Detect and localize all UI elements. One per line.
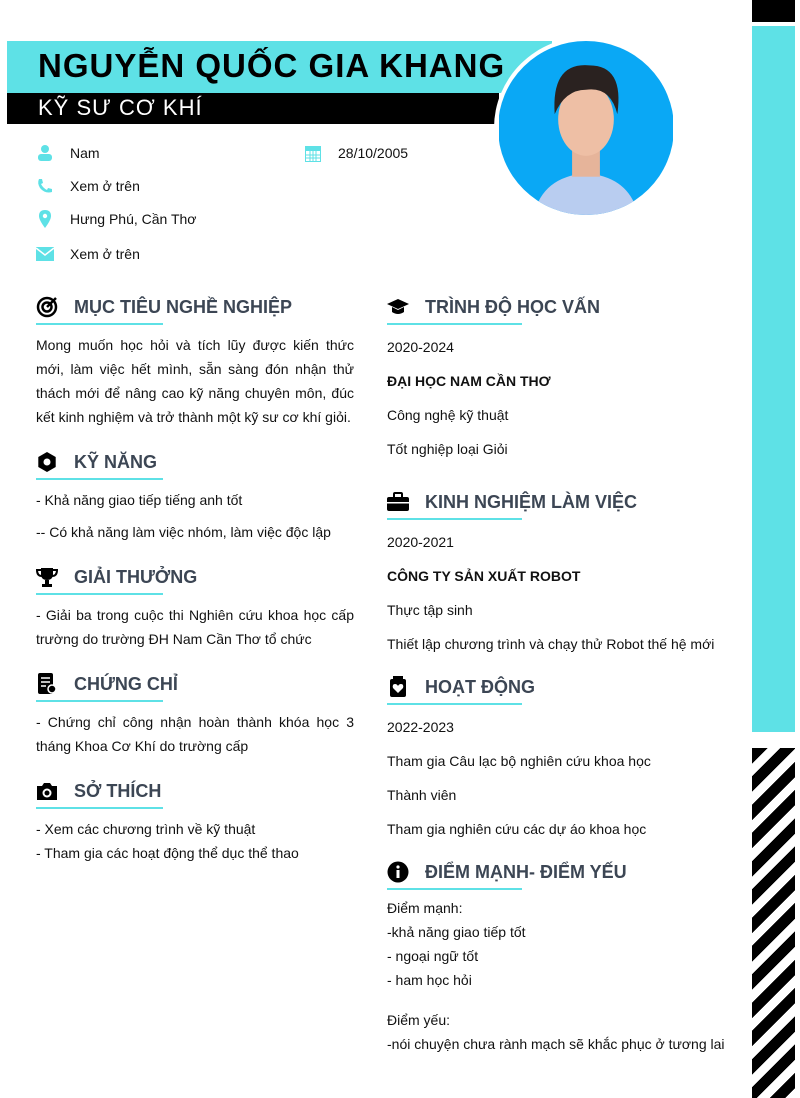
section-strengths-weaknesses: [387, 861, 725, 1056]
location-pin-icon: [36, 210, 54, 228]
skill-item: -- Có khả năng làm việc nhóm, làm việc độc lập: [36, 524, 331, 540]
section-heading: SỞ THÍCH: [74, 780, 162, 801]
job-title: KỸ SƯ CƠ KHÍ: [38, 95, 203, 120]
heading-underline: [387, 703, 522, 705]
briefcase-icon: [387, 491, 409, 513]
certificate-icon: [36, 673, 58, 695]
strength-item: - ngoại ngữ tốt: [387, 948, 479, 964]
info-phone: [36, 177, 140, 195]
trophy-icon: [36, 566, 58, 588]
strength-item: - ham học hỏi: [387, 972, 472, 988]
address-value: Hưng Phú, Cần Thơ: [70, 211, 197, 227]
section-heading: ĐIỂM MẠNH- ĐIỂM YẾU: [425, 861, 627, 882]
section-activities: [387, 676, 651, 841]
activity-period: 2022-2023: [387, 719, 454, 735]
heading-underline: [36, 478, 163, 480]
info-address: [36, 210, 196, 228]
heart-badge-icon: [387, 676, 409, 698]
section-heading: MỤC TIÊU NGHỀ NGHIỆP: [74, 296, 293, 317]
camera-icon: [36, 780, 58, 802]
avatar-photo: [498, 41, 674, 215]
activity-organization: Tham gia Câu lạc bộ nghiên cứu khoa học: [387, 753, 651, 769]
gender-value: Nam: [70, 145, 100, 161]
decor-bar-cyan: [752, 26, 795, 732]
section-heading: CHỨNG CHỈ: [74, 673, 178, 694]
strength-item: -khả năng giao tiếp tốt: [387, 924, 526, 940]
heading-underline: [36, 807, 163, 809]
phone-icon: [36, 177, 54, 195]
calendar-icon: [304, 144, 322, 162]
section-skills: [36, 451, 331, 544]
avatar: [494, 37, 678, 219]
birthday-value: 28/10/2005: [338, 145, 409, 161]
experience-company: CÔNG TY SẢN XUẤT ROBOT: [387, 568, 581, 584]
info-icon: [387, 861, 409, 883]
decor-bar-black: [752, 0, 795, 22]
target-icon: [36, 296, 58, 318]
section-experience: [387, 491, 714, 656]
section-objective: [36, 296, 354, 429]
experience-description: Thiết lập chương trình và chạy thử Robot thế hệ mới: [387, 636, 715, 652]
email-value: Xem ở trên: [70, 246, 140, 262]
phone-value: Xem ở trên: [70, 178, 140, 194]
heading-underline: [36, 593, 163, 595]
hobby-item: - Tham gia các hoạt động thể dục thể thao: [36, 845, 299, 861]
gear-icon: [36, 451, 58, 473]
user-icon: [36, 144, 54, 162]
education-major: Công nghệ kỹ thuật: [387, 407, 509, 423]
heading-underline: [36, 323, 163, 325]
graduation-cap-icon: [387, 296, 409, 318]
education-result: Tốt nghiệp loại Giỏi: [387, 441, 508, 457]
section-heading: GIẢI THƯỞNG: [74, 566, 198, 587]
experience-position: Thực tập sinh: [387, 602, 473, 618]
experience-period: 2020-2021: [387, 534, 454, 550]
hobby-item: - Xem các chương trình về kỹ thuật: [36, 821, 256, 837]
objective-text: Mong muốn học hỏi và tích lũy được kiến thức mới, làm việc hết mình, sẵn sàng đón nhận thử thách mới để nâng cao kỹ năng chuyên môn, đúc kết kinh nghiệm và trở thành một kỹ sư cơ khí giỏi.: [36, 337, 354, 425]
heading-underline: [387, 518, 522, 520]
decor-stripes: [752, 748, 795, 1098]
section-heading: TRÌNH ĐỘ HỌC VẤN: [425, 296, 600, 317]
section-heading: KINH NGHIỆM LÀM VIỆC: [425, 491, 638, 512]
section-heading: KỸ NĂNG: [74, 451, 158, 472]
heading-underline: [36, 700, 163, 702]
info-gender: [36, 144, 100, 162]
education-school: ĐẠI HỌC NAM CẦN THƠ: [387, 373, 551, 389]
section-heading: HOẠT ĐỘNG: [425, 676, 535, 697]
education-period: 2020-2024: [387, 339, 454, 355]
full-name: NGUYỄN QUỐC GIA KHANG: [38, 47, 506, 84]
activity-description: Tham gia nghiên cứu các dự áo khoa học: [387, 821, 647, 837]
weakness-item: -nói chuyện chưa rành mạch sẽ khắc phục ở tương lai: [387, 1036, 725, 1052]
strengths-label: Điểm mạnh:: [387, 900, 463, 916]
certificates-text: - Chứng chỉ công nhận hoàn thành khóa học 3 tháng Khoa Cơ Khí do trường cấp: [36, 714, 354, 754]
section-awards: [36, 566, 354, 651]
heading-underline: [387, 888, 522, 890]
skill-item: - Khả năng giao tiếp tiếng anh tốt: [36, 492, 243, 508]
weaknesses-label: Điểm yếu:: [387, 1012, 451, 1028]
heading-underline: [387, 323, 522, 325]
section-certificates: [36, 673, 354, 758]
info-birthday: [304, 144, 408, 162]
envelope-icon: [36, 245, 54, 263]
section-hobbies: [36, 780, 299, 865]
activity-role: Thành viên: [387, 787, 457, 803]
section-education: [387, 296, 600, 461]
info-email: [36, 245, 140, 263]
awards-text: - Giải ba trong cuộc thi Nghiên cứu khoa học cấp trường do trường ĐH Nam Cần Thơ tổ chức: [36, 607, 354, 647]
